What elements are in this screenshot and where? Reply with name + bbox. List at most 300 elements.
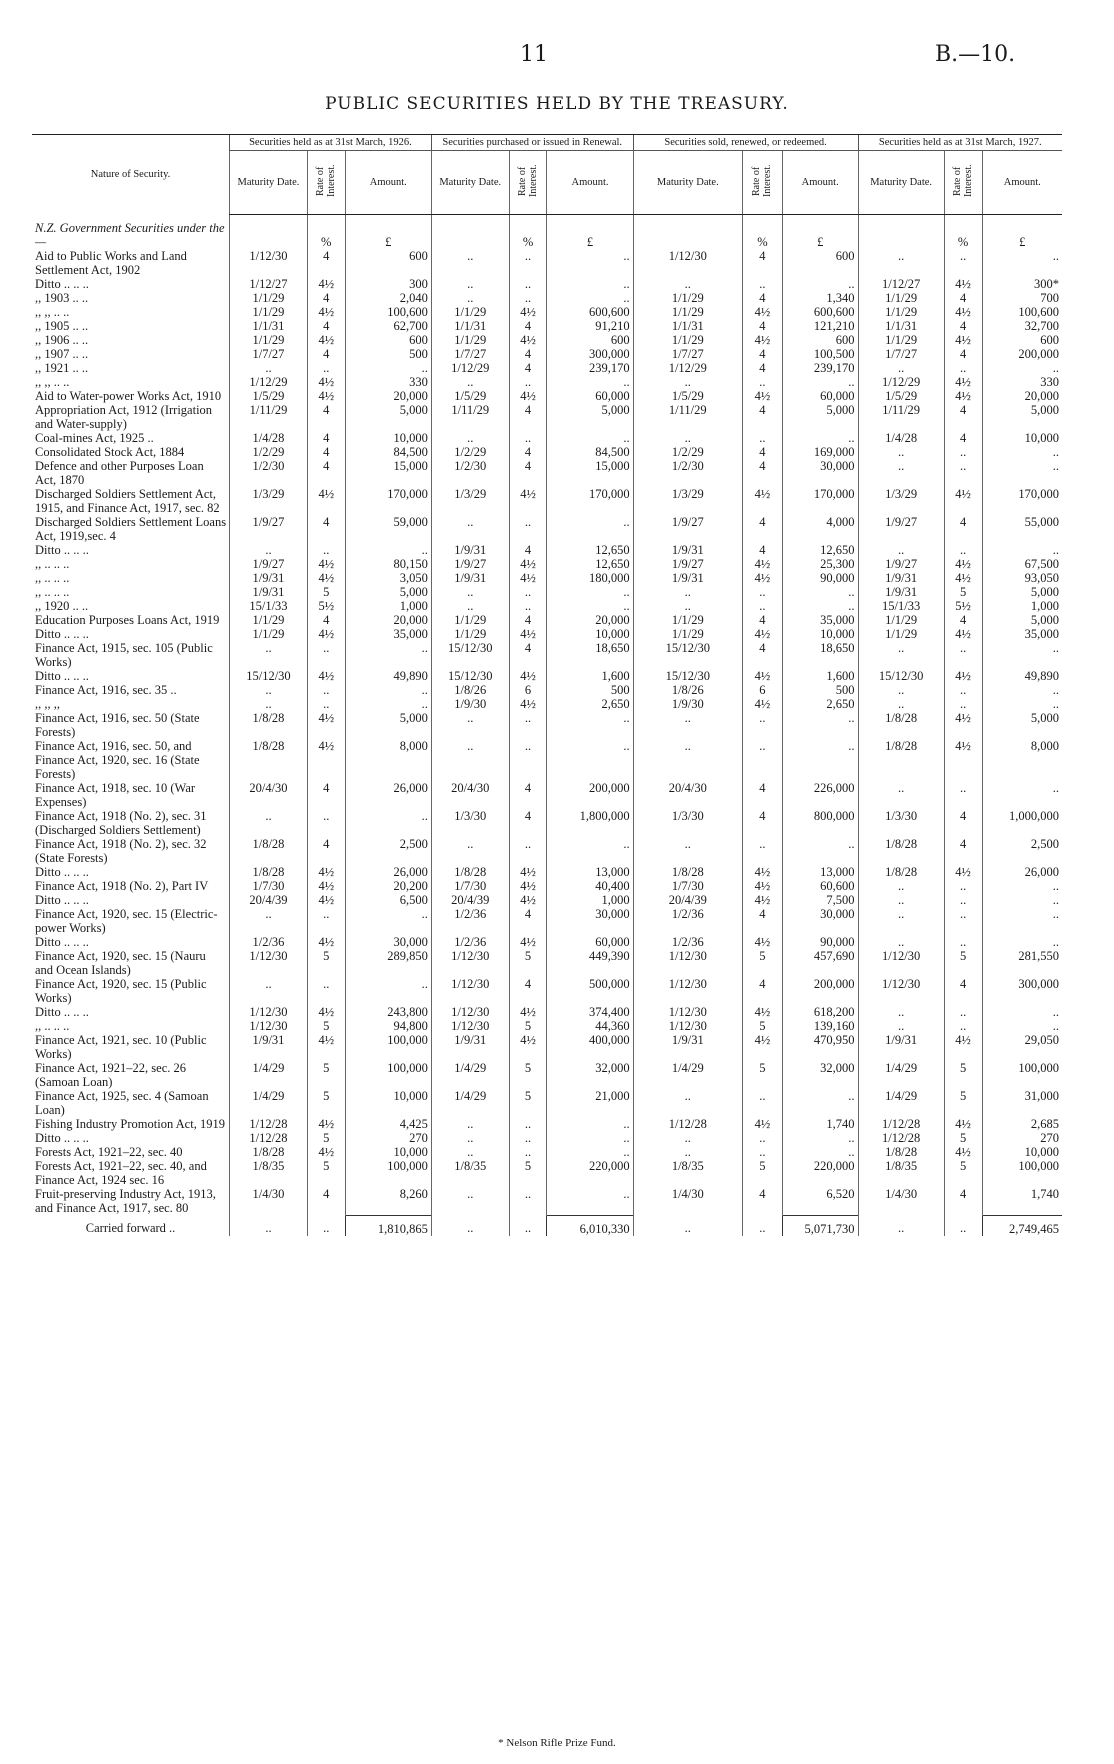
maturity-cell: .. — [230, 1215, 308, 1236]
maturity-cell: 1/9/31 — [230, 571, 308, 585]
maturity-cell: .. — [858, 781, 944, 809]
nature-cell: Finance Act, 1918, sec. 10 (War Expenses) — [35, 781, 196, 809]
amount-cell: 2,500 — [982, 837, 1062, 865]
nature-cell: Ditto .. .. .. — [35, 277, 89, 291]
maturity-cell: 1/7/30 — [633, 879, 742, 893]
percent-unit: % — [742, 215, 782, 250]
maturity-cell: .. — [858, 697, 944, 711]
amount-cell: 10,000 — [345, 1089, 431, 1117]
amount-cell: 20,000 — [345, 613, 431, 627]
maturity-cell: .. — [230, 907, 308, 935]
maturity-cell: 1/4/28 — [858, 431, 944, 445]
maturity-cell: 1/12/30 — [230, 1019, 308, 1033]
maturity-cell: .. — [230, 697, 308, 711]
amount-cell: 10,000 — [982, 431, 1062, 445]
maturity-cell: 1/1/29 — [633, 627, 742, 641]
amount-cell: 35,000 — [982, 627, 1062, 641]
amount-cell: 600 — [782, 249, 858, 277]
amount-cell: 300,000 — [982, 977, 1062, 1005]
rate-cell: .. — [509, 375, 547, 389]
maturity-cell: 1/1/29 — [633, 305, 742, 319]
maturity-cell: 1/4/30 — [858, 1187, 944, 1215]
rate-cell: 4 — [307, 319, 345, 333]
nature-cell: Ditto .. .. .. — [35, 1005, 89, 1019]
amount-cell: .. — [547, 375, 633, 389]
maturity-cell: 1/1/29 — [431, 627, 509, 641]
maturity-cell: 1/12/28 — [858, 1117, 944, 1131]
nature-cell: Fruit-preserving Industry Act, 1913, and Finance Act, 1917, sec. 80 — [35, 1187, 216, 1215]
nature-cell: Consolidated Stock Act, 1884 — [35, 445, 185, 459]
maturity-cell: 1/9/27 — [633, 557, 742, 571]
amount-cell: 12,650 — [547, 543, 633, 557]
rate-cell: .. — [742, 599, 782, 613]
maturity-cell: .. — [431, 1215, 509, 1236]
rate-cell: .. — [509, 837, 547, 865]
amount-cell: .. — [547, 515, 633, 543]
rate-cell: 4½ — [742, 627, 782, 641]
rate-cell: 4½ — [509, 697, 547, 711]
rate-cell: 4½ — [944, 333, 982, 347]
rate-cell: .. — [944, 907, 982, 935]
amount-cell: .. — [982, 907, 1062, 935]
amount-cell: 220,000 — [547, 1159, 633, 1187]
maturity-cell: 1/2/30 — [230, 459, 308, 487]
table-row — [32, 375, 1062, 389]
pound-unit: £ — [345, 215, 431, 250]
rate-cell: 6 — [509, 683, 547, 697]
maturity-cell: 1/9/31 — [431, 571, 509, 585]
rate-cell: 4½ — [307, 935, 345, 949]
maturity-header: Maturity Date. — [633, 151, 742, 215]
amount-cell: 20,000 — [982, 389, 1062, 403]
maturity-cell: 1/1/29 — [230, 627, 308, 641]
nature-cell: Finance Act, 1918 (No. 2), sec. 31 (Discharged Soldiers Settlement) — [35, 809, 207, 837]
maturity-cell: 1/8/28 — [633, 865, 742, 879]
maturity-cell: 1/2/29 — [230, 445, 308, 459]
rate-cell: 4 — [509, 347, 547, 361]
amount-cell: 470,950 — [782, 1033, 858, 1061]
rate-cell: 4½ — [509, 669, 547, 683]
amount-cell: .. — [547, 599, 633, 613]
amount-cell: 170,000 — [547, 487, 633, 515]
amount-cell: 239,170 — [782, 361, 858, 375]
rate-cell: 5 — [307, 949, 345, 977]
amount-cell: 618,200 — [782, 1005, 858, 1019]
amount-cell: 90,000 — [782, 571, 858, 585]
amount-cell: 5,000 — [982, 613, 1062, 627]
table-row — [32, 977, 1062, 1005]
rate-cell: 4½ — [944, 1033, 982, 1061]
amount-cell: 15,000 — [547, 459, 633, 487]
maturity-cell: 1/12/30 — [858, 977, 944, 1005]
rate-cell: 4 — [742, 249, 782, 277]
rate-cell: .. — [944, 543, 982, 557]
maturity-cell: 1/12/30 — [633, 1019, 742, 1033]
rate-cell: 4 — [944, 431, 982, 445]
table-row — [32, 305, 1062, 319]
nature-cell: Ditto .. .. .. — [35, 627, 89, 641]
table-row — [32, 1005, 1062, 1019]
amount-cell: 60,000 — [547, 389, 633, 403]
amount-cell: 31,000 — [982, 1089, 1062, 1117]
rate-cell: 4½ — [742, 697, 782, 711]
maturity-cell: 1/12/27 — [230, 277, 308, 291]
rate-cell: .. — [742, 431, 782, 445]
rate-cell: .. — [742, 711, 782, 739]
rate-cell: 5 — [307, 1019, 345, 1033]
amount-cell: 30,000 — [547, 907, 633, 935]
maturity-cell: 1/9/31 — [431, 543, 509, 557]
nature-cell: Aid to Water-power Works Act, 1910 — [35, 389, 222, 403]
maturity-cell: 1/11/29 — [431, 403, 509, 431]
maturity-cell: 1/4/29 — [230, 1089, 308, 1117]
maturity-cell: 1/9/31 — [858, 571, 944, 585]
rate-cell: 5 — [307, 1159, 345, 1187]
nature-cell: ,, ,, ,, — [35, 697, 60, 711]
rate-cell: 5½ — [307, 599, 345, 613]
nature-cell: ,, 1907 .. .. — [35, 347, 89, 361]
amount-cell: 32,000 — [547, 1061, 633, 1089]
rate-cell: .. — [509, 711, 547, 739]
amount-cell: 5,000 — [345, 711, 431, 739]
maturity-cell: 1/1/29 — [858, 305, 944, 319]
rate-cell: 5 — [944, 1131, 982, 1145]
maturity-cell: 20/4/39 — [633, 893, 742, 907]
rate-cell: .. — [742, 1145, 782, 1159]
amount-cell: .. — [345, 641, 431, 669]
rate-header: Rate of Interest. — [517, 164, 540, 198]
maturity-cell: .. — [431, 1131, 509, 1145]
table-row — [32, 865, 1062, 879]
maturity-cell: 20/4/30 — [633, 781, 742, 809]
maturity-cell: 1/9/31 — [858, 1033, 944, 1061]
maturity-cell: .. — [230, 809, 308, 837]
maturity-cell: 1/1/31 — [633, 319, 742, 333]
rate-cell: .. — [742, 1089, 782, 1117]
rate-header: Rate of Interest. — [751, 164, 774, 198]
rate-cell: 4 — [509, 613, 547, 627]
nature-cell: Finance Act, 1921–22, sec. 26 (Samoan Loan) — [35, 1061, 187, 1089]
maturity-cell: 1/9/31 — [858, 585, 944, 599]
amount-cell: 26,000 — [345, 865, 431, 879]
rate-cell: 4 — [742, 641, 782, 669]
amount-cell: .. — [345, 809, 431, 837]
rate-cell: .. — [944, 697, 982, 711]
rate-cell: 4 — [509, 641, 547, 669]
maturity-cell: 1/3/29 — [230, 487, 308, 515]
amount-cell: 91,210 — [547, 319, 633, 333]
maturity-header: Maturity Date. — [431, 151, 509, 215]
amount-cell: .. — [547, 431, 633, 445]
rate-cell: 4½ — [742, 333, 782, 347]
rate-cell: 4 — [307, 781, 345, 809]
rate-cell: .. — [944, 459, 982, 487]
nature-cell: Appropriation Act, 1912 (Irrigation and Water-supply) — [35, 403, 213, 431]
maturity-cell: 1/12/30 — [230, 1005, 308, 1019]
rate-cell: 4½ — [307, 571, 345, 585]
maturity-cell: 1/5/29 — [858, 389, 944, 403]
amount-cell: 100,000 — [345, 1159, 431, 1187]
amount-header: Amount. — [547, 151, 633, 215]
maturity-cell: 1/2/36 — [431, 907, 509, 935]
rate-cell: 4 — [742, 445, 782, 459]
maturity-cell: 1/9/30 — [431, 697, 509, 711]
nature-cell: ,, 1920 .. .. — [35, 599, 89, 613]
rate-cell: 5½ — [944, 599, 982, 613]
rate-cell: 4 — [742, 319, 782, 333]
rate-cell: 4½ — [742, 487, 782, 515]
rate-cell: 4 — [307, 1187, 345, 1215]
table-row — [32, 711, 1062, 739]
table-row — [32, 487, 1062, 515]
amount-cell: 30,000 — [782, 907, 858, 935]
amount-cell: 374,400 — [547, 1005, 633, 1019]
maturity-cell: 1/4/29 — [633, 1061, 742, 1089]
rate-cell: 4½ — [742, 865, 782, 879]
maturity-cell: 1/2/36 — [633, 907, 742, 935]
amount-cell: .. — [547, 585, 633, 599]
rate-cell: .. — [944, 1019, 982, 1033]
maturity-cell: .. — [230, 543, 308, 557]
table-row — [32, 333, 1062, 347]
amount-cell: 100,600 — [345, 305, 431, 319]
nature-cell: Education Purposes Loans Act, 1919 — [35, 613, 220, 627]
rate-cell: .. — [509, 1215, 547, 1236]
maturity-cell: .. — [431, 1145, 509, 1159]
amount-cell: .. — [547, 739, 633, 781]
maturity-cell: 1/3/29 — [633, 487, 742, 515]
rate-cell: 4½ — [509, 1005, 547, 1019]
rate-cell: 4½ — [944, 1117, 982, 1131]
amount-cell: 500 — [782, 683, 858, 697]
rate-cell: 5 — [307, 1089, 345, 1117]
maturity-cell: 1/1/31 — [230, 319, 308, 333]
maturity-cell: 1/2/30 — [431, 459, 509, 487]
maturity-cell: 1/1/31 — [858, 319, 944, 333]
maturity-cell: 1/8/28 — [431, 865, 509, 879]
maturity-cell: 1/1/29 — [230, 333, 308, 347]
maturity-cell: .. — [858, 361, 944, 375]
amount-cell: 10,000 — [982, 1145, 1062, 1159]
amount-cell: 330 — [982, 375, 1062, 389]
amount-cell: 30,000 — [345, 935, 431, 949]
amount-cell: 6,500 — [345, 893, 431, 907]
maturity-cell: 1/12/30 — [858, 949, 944, 977]
maturity-cell: 1/12/29 — [858, 375, 944, 389]
amount-cell: 21,000 — [547, 1089, 633, 1117]
table-row — [32, 319, 1062, 333]
amount-cell: 1,800,000 — [547, 809, 633, 837]
amount-cell: 4,000 — [782, 515, 858, 543]
amount-cell: 10,000 — [782, 627, 858, 641]
maturity-cell: .. — [230, 683, 308, 697]
rate-cell: 4 — [742, 459, 782, 487]
amount-cell: 20,000 — [345, 389, 431, 403]
rate-cell: 5 — [307, 1061, 345, 1089]
rate-cell: 4 — [944, 977, 982, 1005]
maturity-cell: .. — [858, 893, 944, 907]
rate-cell: 4 — [742, 543, 782, 557]
amount-cell: 29,050 — [982, 1033, 1062, 1061]
rate-header: Rate of Interest. — [315, 164, 338, 198]
amount-cell: 100,600 — [982, 305, 1062, 319]
amount-cell: 100,000 — [345, 1033, 431, 1061]
rate-cell: 4½ — [307, 711, 345, 739]
maturity-cell: 1/7/30 — [431, 879, 509, 893]
amount-cell: .. — [345, 683, 431, 697]
amount-cell: 5,000 — [782, 403, 858, 431]
maturity-cell: 1/8/28 — [858, 1145, 944, 1159]
rate-cell: 5 — [509, 949, 547, 977]
rate-cell: .. — [742, 585, 782, 599]
amount-cell: 1,600 — [782, 669, 858, 683]
table-row — [32, 641, 1062, 669]
amount-cell: 200,000 — [982, 347, 1062, 361]
amount-cell: 500 — [547, 683, 633, 697]
maturity-cell: 1/7/27 — [858, 347, 944, 361]
maturity-cell: .. — [633, 277, 742, 291]
amount-cell: .. — [547, 249, 633, 277]
nature-cell: Defence and other Purposes Loan Act, 1870 — [35, 459, 204, 487]
rate-cell: 4 — [307, 613, 345, 627]
nature-cell: Aid to Public Works and Land Settlement Act, 1902 — [35, 249, 187, 277]
maturity-cell: .. — [858, 683, 944, 697]
nature-cell: ,, .. .. .. — [35, 571, 70, 585]
maturity-cell: .. — [431, 375, 509, 389]
maturity-cell: 1/9/27 — [431, 557, 509, 571]
rate-cell: 4½ — [742, 879, 782, 893]
page-number: 11 — [520, 42, 548, 67]
maturity-cell: 1/12/28 — [858, 1131, 944, 1145]
table-row — [32, 669, 1062, 683]
rate-cell: .. — [944, 683, 982, 697]
maturity-cell: 1/2/36 — [230, 935, 308, 949]
maturity-cell: 1/8/28 — [858, 711, 944, 739]
maturity-cell: 1/3/30 — [858, 809, 944, 837]
rate-cell: 4½ — [944, 1145, 982, 1159]
maturity-cell: 1/8/26 — [633, 683, 742, 697]
maturity-cell: .. — [858, 543, 944, 557]
footnote: * Nelson Rifle Prize Fund. — [498, 1737, 616, 1749]
maturity-cell: 1/5/29 — [431, 389, 509, 403]
rate-cell: 4 — [307, 445, 345, 459]
maturity-cell: 1/9/27 — [633, 515, 742, 543]
rate-cell: .. — [509, 249, 547, 277]
rate-cell: .. — [509, 599, 547, 613]
amount-cell: .. — [982, 361, 1062, 375]
maturity-cell: 1/9/30 — [633, 697, 742, 711]
rate-cell: 4 — [509, 459, 547, 487]
table-row — [32, 599, 1062, 613]
table-row — [32, 809, 1062, 837]
rate-cell: 4½ — [742, 893, 782, 907]
amount-cell: 60,000 — [547, 935, 633, 949]
rate-cell: 4½ — [307, 879, 345, 893]
table-row — [32, 907, 1062, 935]
amount-cell: .. — [982, 1019, 1062, 1033]
rate-cell: 4½ — [742, 571, 782, 585]
pound-unit: £ — [982, 215, 1062, 250]
amount-cell: 93,050 — [982, 571, 1062, 585]
amount-cell: 121,210 — [782, 319, 858, 333]
amount-cell: 700 — [982, 291, 1062, 305]
amount-cell: 270 — [982, 1131, 1062, 1145]
nature-cell: Finance Act, 1915, sec. 105 (Public Works) — [35, 641, 213, 669]
maturity-cell: .. — [633, 711, 742, 739]
table-row — [32, 1117, 1062, 1131]
rate-cell: .. — [944, 1005, 982, 1019]
amount-cell: 13,000 — [547, 865, 633, 879]
amount-cell: 32,000 — [782, 1061, 858, 1089]
table-row — [32, 739, 1062, 781]
maturity-cell: .. — [431, 711, 509, 739]
rate-cell: 4 — [307, 249, 345, 277]
rate-cell: 4½ — [307, 865, 345, 879]
amount-cell: 500,000 — [547, 977, 633, 1005]
rate-cell: 4 — [742, 347, 782, 361]
amount-cell: 220,000 — [782, 1159, 858, 1187]
maturity-cell: 1/1/31 — [431, 319, 509, 333]
rate-cell: 4½ — [944, 375, 982, 389]
maturity-cell: .. — [431, 515, 509, 543]
maturity-cell: 1/12/30 — [431, 1005, 509, 1019]
maturity-cell: 1/12/28 — [230, 1117, 308, 1131]
nature-cell: Finance Act, 1920, sec. 15 (Electric-power Works) — [35, 907, 218, 935]
table-row — [32, 557, 1062, 571]
amount-cell: 600,600 — [782, 305, 858, 319]
table-row — [32, 1033, 1062, 1061]
amount-cell: .. — [982, 781, 1062, 809]
amount-cell: 6,520 — [782, 1187, 858, 1215]
maturity-cell: 1/4/29 — [431, 1089, 509, 1117]
table-row — [32, 893, 1062, 907]
rate-cell: 4½ — [307, 333, 345, 347]
rate-cell: 4½ — [307, 305, 345, 319]
rate-cell: 4 — [509, 445, 547, 459]
rate-cell: 5 — [742, 949, 782, 977]
amount-cell: 239,170 — [547, 361, 633, 375]
rate-cell: 4 — [944, 319, 982, 333]
maturity-cell: .. — [858, 879, 944, 893]
maturity-cell: 1/2/29 — [633, 445, 742, 459]
table-row — [32, 277, 1062, 291]
amount-cell: .. — [982, 249, 1062, 277]
amount-cell: 5,000 — [982, 711, 1062, 739]
maturity-cell: 1/8/35 — [431, 1159, 509, 1187]
rate-cell: 4½ — [944, 739, 982, 781]
amount-cell: 10,000 — [345, 431, 431, 445]
rate-cell: .. — [944, 445, 982, 459]
amount-cell: 226,000 — [782, 781, 858, 809]
rate-cell: .. — [509, 1187, 547, 1215]
rate-cell: .. — [742, 739, 782, 781]
maturity-cell: .. — [431, 277, 509, 291]
amount-cell: 35,000 — [345, 627, 431, 641]
amount-cell: 1,810,865 — [345, 1215, 431, 1236]
amount-cell: .. — [782, 1131, 858, 1145]
nature-cell: ,, 1903 .. .. — [35, 291, 89, 305]
rate-cell: 4½ — [944, 305, 982, 319]
maturity-cell: 1/7/27 — [633, 347, 742, 361]
amount-cell: 5,071,730 — [782, 1215, 858, 1236]
rate-cell: 4 — [944, 347, 982, 361]
nature-cell: Finance Act, 1916, sec. 35 .. — [35, 683, 177, 697]
table-row — [32, 1089, 1062, 1117]
rate-cell: 4 — [742, 515, 782, 543]
maturity-cell: .. — [431, 291, 509, 305]
amount-cell: 20,200 — [345, 879, 431, 893]
maturity-cell: 1/4/29 — [858, 1061, 944, 1089]
